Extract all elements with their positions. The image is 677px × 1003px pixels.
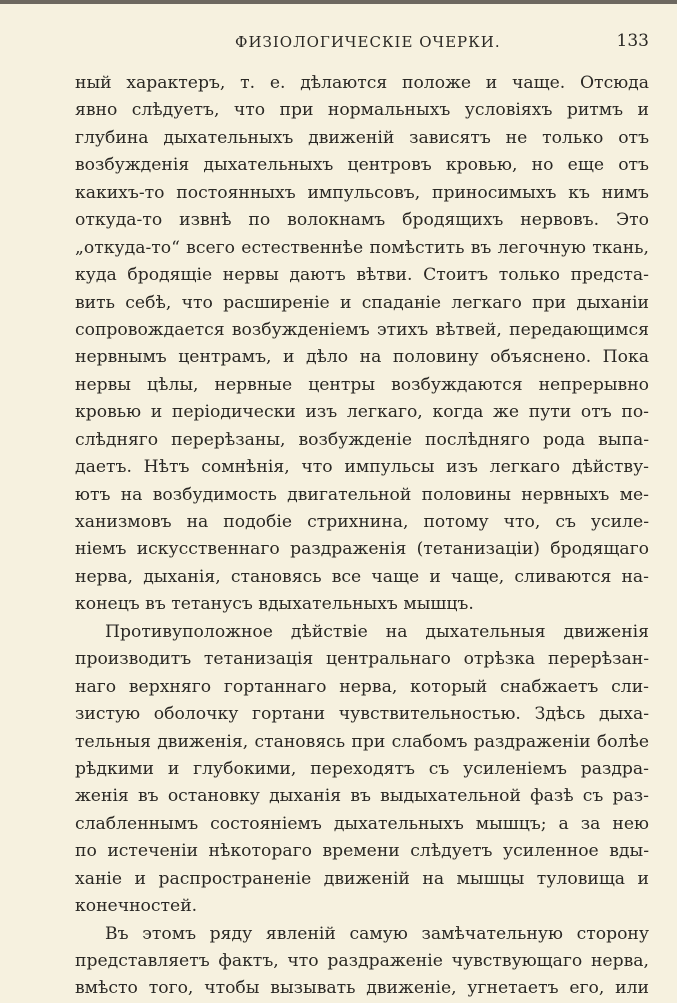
text-line: слѣдняго перерѣзаны, возбужденіе послѣдняго рода выпа- [75,429,649,450]
text-line: явно слѣдуетъ, что при нормальныхъ условіяхъ ритмъ и [75,100,649,121]
text-line: нервы цѣлы, нервные центры возбуждаются непрерывно [75,374,649,395]
text-line: куда бродящіе нервы даютъ вѣтви. Стоитъ только предста- [75,265,649,286]
text-line: нерва, дыханія, становясь все чаще и чаще, сливаются на- [75,566,649,587]
paragraph-2 [75,619,649,921]
text-line: вить себѣ, что расширеніе и спаданіе легкаго при дыханіи [75,292,649,313]
paragraph-1 [75,70,649,619]
text-line: конецъ въ тетанусъ вдыхательныхъ мышцъ. [75,594,474,615]
body-text [75,70,649,1003]
text-line: ный характеръ, т. е. дѣлаются положе и чаще. Отсюда [75,73,649,93]
text-line: по истеченіи нѣкотораго времени слѣдуетъ усиленное вды- [75,841,649,862]
text-line: ханизмовъ на подобіе стрихнина, потому что, съ усиле- [75,512,649,532]
text-line: Въ этомъ ряду явленій самую замѣчательную сторону [105,923,649,944]
text-line: Противуположное дѣйствіе на дыхательныя движенія [105,621,649,642]
page-header [75,31,649,55]
paragraph-3 [75,921,649,1003]
text-line: возбужденія дыхательныхъ центровъ кровью, но еще отъ [75,155,649,176]
text-line: кровью и періодически изъ легкаго, когда же пути отъ по- [75,402,649,423]
text-line: слабленнымъ состояніемъ дыхательныхъ мышцъ; а за нею [75,813,649,834]
text-line: вмѣсто того, чтобы вызывать движеніе, угнетаетъ его, или [75,978,649,999]
text-line: нервнымъ центрамъ, и дѣло на половину объяснено. Пока [75,347,649,368]
text-line: производитъ тетанизація центральнаго отрѣзка перерѣзан- [75,649,649,670]
text-line: какихъ-то постоянныхъ импульсовъ, приносимыхъ къ нимъ [75,182,649,203]
text-line: даетъ. Нѣтъ сомнѣнія, что импульсы изъ легкаго дѣйству- [75,457,649,478]
text-line: ютъ на возбудимость двигательной половины нервныхъ ме- [75,484,649,505]
top-border-rule [0,0,677,4]
text-line: рѣдкими и глубокими, переходятъ съ усиленіемъ раздра- [75,758,649,779]
text-line: сопровождается возбужденіемъ этихъ вѣтвей, передающимся [75,319,649,340]
text-line: „откуда-то“ всего естественнѣе помѣстить въ легочную ткань, [75,237,649,258]
text-line: наго верхняго гортаннаго нерва, который снабжаетъ сли- [75,676,649,697]
text-line: тельныя движенія, становясь при слабомъ раздраженіи болѣе [75,731,649,752]
text-line: ханіе и распространеніе движеній на мышцы туловища и [75,868,649,889]
text-line: глубина дыхательныхъ движеній зависятъ не только отъ [75,127,649,148]
text-line: ніемъ искусственнаго раздраженія (тетанизаціи) бродящаго [75,539,649,560]
text-line: представляетъ фактъ, что раздраженіе чувствующаго нерва, [75,951,649,971]
page-number: 133 [616,31,649,51]
text-line: откуда-то извнѣ по волокнамъ бродящихъ нервовъ. Это [75,210,649,231]
text-line: конечностей. [75,896,198,917]
running-title: ФИЗІОЛОГИЧЕСКІЕ ОЧЕРКИ. [235,33,501,51]
text-line: зистую оболочку гортани чувствительностью. Здѣсь дыха- [75,704,649,725]
text-line: женія въ остановку дыханія въ выдыхательной фазѣ съ раз- [75,786,649,807]
